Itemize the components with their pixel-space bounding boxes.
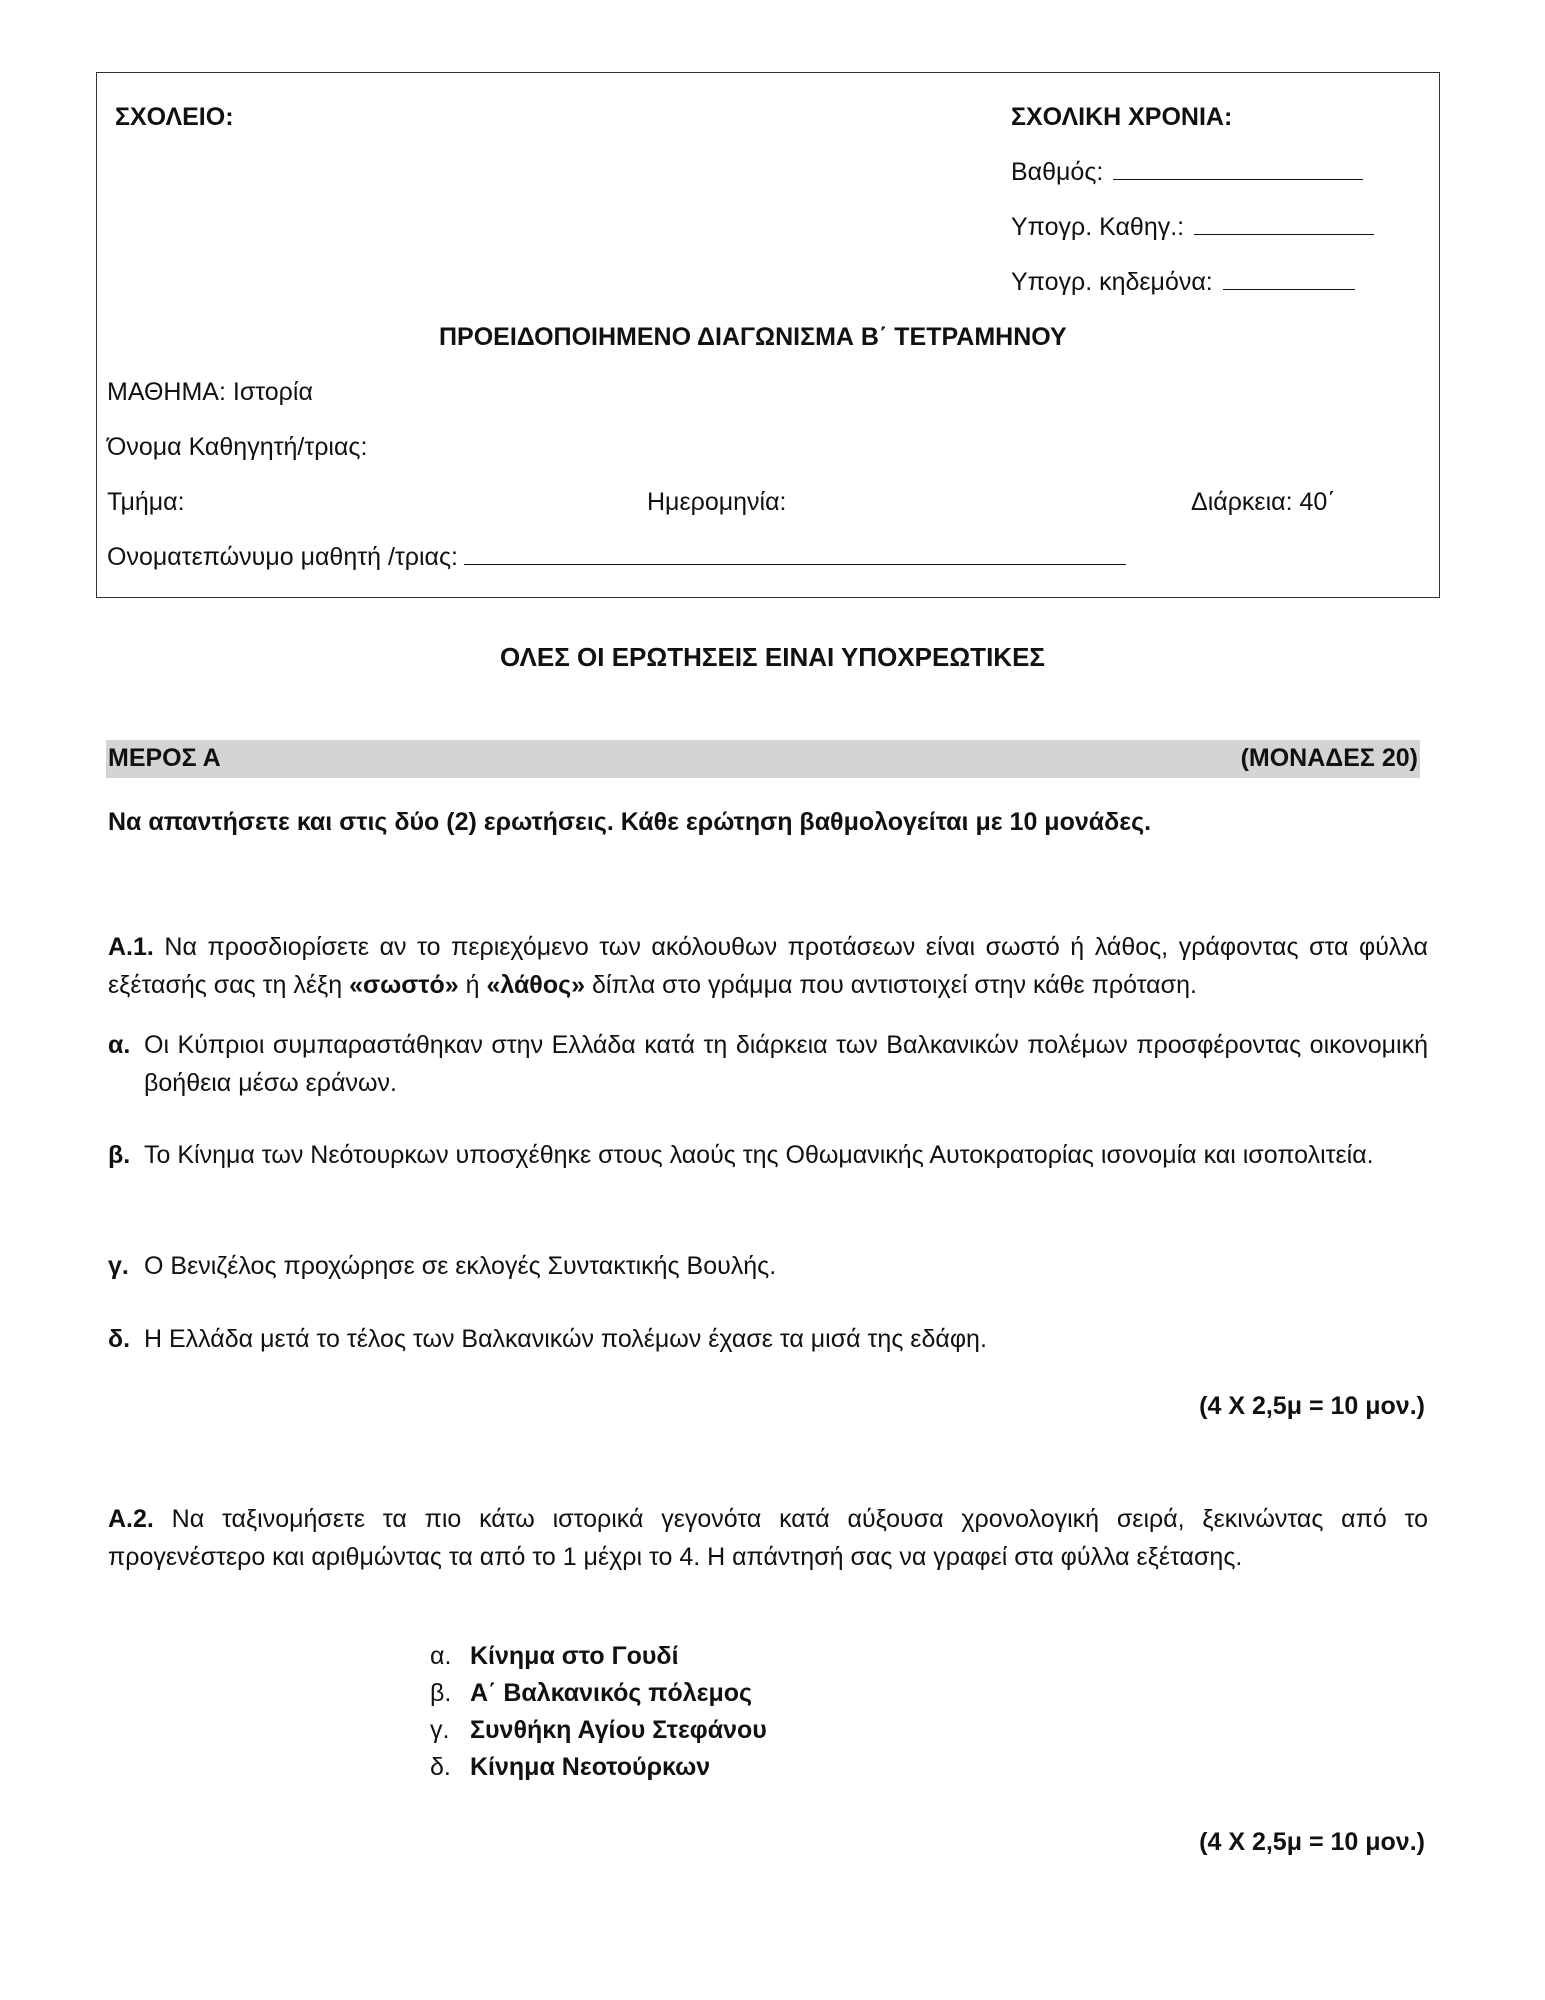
statement-item [108,1247,1428,1285]
event-text: Α΄ Βαλκανικός πόλεμος [470,1679,753,1707]
event-text: Κίνημα Νεοτούρκων [470,1753,711,1781]
event-label: δ. [430,1753,451,1781]
teacher-name-label: Όνομα Καθηγητή/τριας: [107,433,368,461]
statement-label: α. [108,1031,131,1059]
statement-item [108,1136,1428,1174]
school-label: ΣΧΟΛΕΙΟ: [115,103,234,131]
statement-text: Το Κίνημα των Νεότουρκων υποσχέθηκε στους λαούς της Οθωμανικής Αυτοκρατορίας ισονομία και ισοπολιτεία. [144,1141,1374,1169]
statement-item [108,1320,1428,1358]
event-label: β. [430,1679,452,1707]
school-year-label: ΣΧΟΛΙΚΗ ΧΡΟΝΙΑ: [1011,103,1233,131]
statement-label: δ. [108,1325,131,1353]
grade-label: Βαθμός: [1011,158,1104,186]
grade-blank [1113,178,1363,180]
teacher-signature-field [1011,213,1374,242]
event-label: α. [430,1642,452,1670]
part-a-header [106,740,1420,778]
exam-title: ΠΡΟΕΙΔΟΠΟΙΗΜΕΝΟ ΔΙΑΓΩΝΙΣΜΑ Β΄ ΤΕΤΡΑΜΗΝΟΥ [439,323,1067,351]
question-a1-number: Α.1. [108,933,154,961]
guardian-signature-label: Υπογρ. κηδεμόνα: [1011,268,1213,296]
teacher-signature-label: Υπογρ. Καθηγ.: [1011,213,1185,241]
student-name-label: Ονοματεπώνυμο μαθητή /τριας: [107,543,459,571]
student-name-field [107,543,1126,572]
event-text: Συνθήκη Αγίου Στεφάνου [470,1716,767,1744]
part-a-instructions: Να απαντήσετε και στις δύο (2) ερωτήσεις. Κάθε ερώτηση βαθμολογείται με 10 μονάδες. [108,808,1152,836]
student-name-blank [464,563,1126,565]
question-a1-or: ή [458,971,487,999]
statement-text: Οι Κύπριοι συμπαραστάθηκαν στην Ελλάδα κατά τη διάρκεια των Βαλκανικών πολέμων προσφέροντας οικονομική βοήθεια μέσω εράνων. [144,1031,1428,1097]
mandatory-notice: ΟΛΕΣ ΟΙ ΕΡΩΤΗΣΕΙΣ ΕΙΝΑΙ ΥΠΟΧΡΕΩΤΙΚΕΣ [499,642,1046,672]
statement-label: β. [108,1141,131,1169]
question-a2-number: Α.2. [108,1505,154,1533]
part-a-points: (ΜΟΝΑΔΕΣ 20) [1240,744,1418,772]
class-label: Τμήμα: [107,488,185,516]
question-a1-score: (4 Χ 2,5μ = 10 μον.) [1199,1392,1425,1420]
question-a2-prompt [108,1500,1428,1576]
statement-text: Ο Βενιζέλος προχώρησε σε εκλογές Συντακτικής Βουλής. [144,1252,777,1280]
teacher-signature-blank [1194,233,1374,235]
grade-field [1011,158,1363,187]
statement-text: Η Ελλάδα μετά το τέλος των Βαλκανικών πολέμων έχασε τα μισά της εδάφη. [144,1325,987,1353]
duration: Διάρκεια: 40΄ [1191,488,1336,516]
word-correct: «σωστό» [349,971,459,999]
guardian-signature-blank [1223,288,1355,290]
question-a1-text: Να προσδιορίσετε αν το περιεχόμενο των ακόλουθων προτάσεων είναι σωστό ή λάθος, γράφοντας στα φύλλα εξέτασής σας τη λέξη [108,933,1428,999]
question-a1-text-end: δίπλα στο γράμμα που αντιστοιχεί στην κάθε πρόταση. [585,971,1197,999]
statement-item [108,1026,1428,1102]
event-text: Κίνημα στο Γουδί [470,1642,679,1670]
question-a2-score: (4 Χ 2,5μ = 10 μον.) [1199,1828,1425,1856]
guardian-signature-field [1011,268,1355,297]
subject: ΜΑΘΗΜΑ: Ιστορία [107,378,313,406]
word-wrong: «λάθος» [486,971,585,999]
event-label: γ. [430,1716,450,1744]
statement-label: γ. [108,1252,129,1280]
question-a1-prompt [108,928,1428,1004]
part-a-title: ΜΕΡΟΣ Α [108,744,221,772]
question-a2-text: Να ταξινομήσετε τα πιο κάτω ιστορικά γεγονότα κατά αύξουσα χρονολογική σειρά, ξεκινώντας από το προγενέστερο και αριθμώντας τα από το 1 μέχρι το 4. Η απάντησή σας να γραφεί στα φύλλα εξέτασης. [108,1505,1428,1571]
exam-header-box [96,72,1440,598]
date-label: Ημερομηνία: [647,488,787,516]
